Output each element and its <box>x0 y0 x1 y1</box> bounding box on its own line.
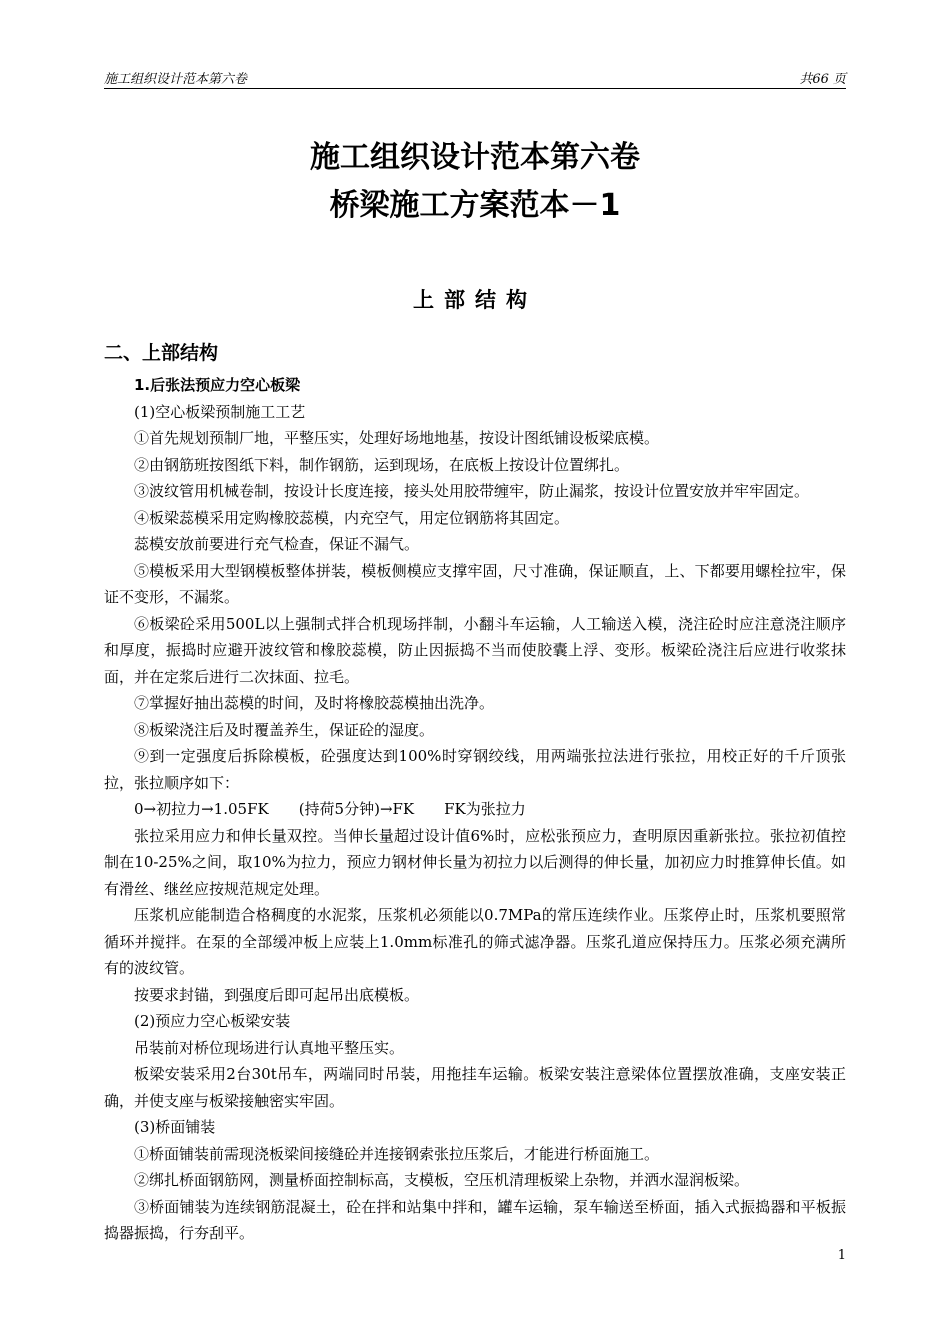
header-page-count: 共66 页 <box>799 72 846 87</box>
header-left-text: 施工组织设计范本第六卷 <box>104 72 248 87</box>
tension-sequence: 0→初拉力→1.05FK (持荷5分钟)→FK FK为张拉力 <box>134 800 526 818</box>
paragraph: ②绑扎桥面钢筋网，测量桥面控制标高，支模板，空压机清理板梁上杂物，并洒水湿润板梁。 <box>134 1171 750 1189</box>
page-number: 1 <box>837 1248 846 1263</box>
paragraph: ③桥面铺装为连续钢筋混凝土，砼在拌和站集中拌和，罐车运输，泵车输送至桥面，插入式振捣器和平板振捣器振捣，行夯刮平。 <box>104 1197 846 1242</box>
document-title: 施工组织设计范本第六卷 <box>310 140 640 175</box>
subsection-heading: 1.后张法预应力空心板梁 <box>134 376 301 394</box>
paragraph: 吊装前对桥位现场进行认真地平整压实。 <box>134 1038 405 1057</box>
paragraph: ①首先规划预制厂地，平整压实，处理好场地地基，按设计图纸铺设板梁底模。 <box>134 429 660 447</box>
paragraph: 蕊模安放前要进行充气检查，保证不漏气。 <box>134 535 420 553</box>
sub-heading: (2)预应力空心板梁安装 <box>134 1012 291 1030</box>
page-header <box>104 64 846 89</box>
paragraph: ④板梁蕊模采用定购橡胶蕊模，内充空气，用定位钢筋将其固定。 <box>134 508 570 527</box>
document-subtitle: 桥梁施工方案范本－1 <box>329 188 621 223</box>
sub-heading: (1)空心板梁预制施工工艺 <box>134 402 306 421</box>
paragraph: 压浆机应能制造合格稠度的水泥浆，压浆机必须能以0.7MPa的常压连续作业。压浆停止时，压浆机要照常循环并搅拌。在泵的全部缓冲板上应装上1.0mm标准孔的筛式滤净器。压浆孔道应保持压力。压浆必须充满所有的波纹管。 <box>104 906 846 977</box>
paragraph: 张拉采用应力和伸长量双控。当伸长量超过设计值6%时，应松张预应力，查明原因重新张拉。张拉初值控制在10-25%之间，取10%为拉力，预应力钢材伸长量为初拉力以后测得的伸长量，加初应力时推算伸长值。如有滑丝、继丝应按规范规定处理。 <box>104 826 846 898</box>
paragraph: 板梁安装采用2台30t吊车，两端同时吊装，用拖挂车运输。板梁安装注意梁体位置摆放准确，支座安装正确，并使支座与板梁接触密实牢固。 <box>104 1065 846 1110</box>
paragraph: 按要求封锚，到强度后即可起吊出底模板。 <box>134 985 420 1004</box>
sub-heading: (3)桥面铺装 <box>134 1118 216 1136</box>
chapter-heading: 二、上部结构 <box>104 342 219 364</box>
paragraph: ③波纹管用机械卷制，按设计长度连接，接头处用胶带缠牢，防止漏浆，按设计位置安放并牢牢固定。 <box>134 482 810 500</box>
paragraph: ②由钢筋班按图纸下料，制作钢筋，运到现场，在底板上按设计位置绑扎。 <box>134 455 630 474</box>
body-text <box>104 372 846 1247</box>
paragraph: ①桥面铺装前需现浇板梁间接缝砼并连接钢索张拉压浆后，才能进行桥面施工。 <box>134 1144 660 1163</box>
paragraph: ⑨到一定强度后拆除模板，砼强度达到100%时穿钢绞线，用两端张拉法进行张拉，用校正好的千斤顶张拉，张拉顺序如下： <box>104 747 846 792</box>
paragraph: ⑧板梁浇注后及时覆盖养生，保证砼的湿度。 <box>134 720 435 739</box>
paragraph: ⑥板梁砼采用500L以上强制式拌合机现场拌制，小翻斗车运输，人工输送入模，浇注砼时应注意浇注顺序和厚度，振捣时应避开波纹管和橡胶蕊模，防止因振捣不当而使胶囊上浮、变形。板梁砼浇注后应进行收浆抹面，并在定浆后进行二次抹面、拉毛。 <box>104 614 846 686</box>
paragraph: ⑤模板采用大型钢模板整体拼装，模板侧模应支撑牢固，尺寸准确，保证顺直，上、下都要用螺栓拉牢，保证不变形，不漏浆。 <box>104 561 846 606</box>
section-title: 上部结构 <box>413 288 537 312</box>
paragraph: ⑦掌握好抽出蕊模的时间，及时将橡胶蕊模抽出洗净。 <box>134 694 495 712</box>
